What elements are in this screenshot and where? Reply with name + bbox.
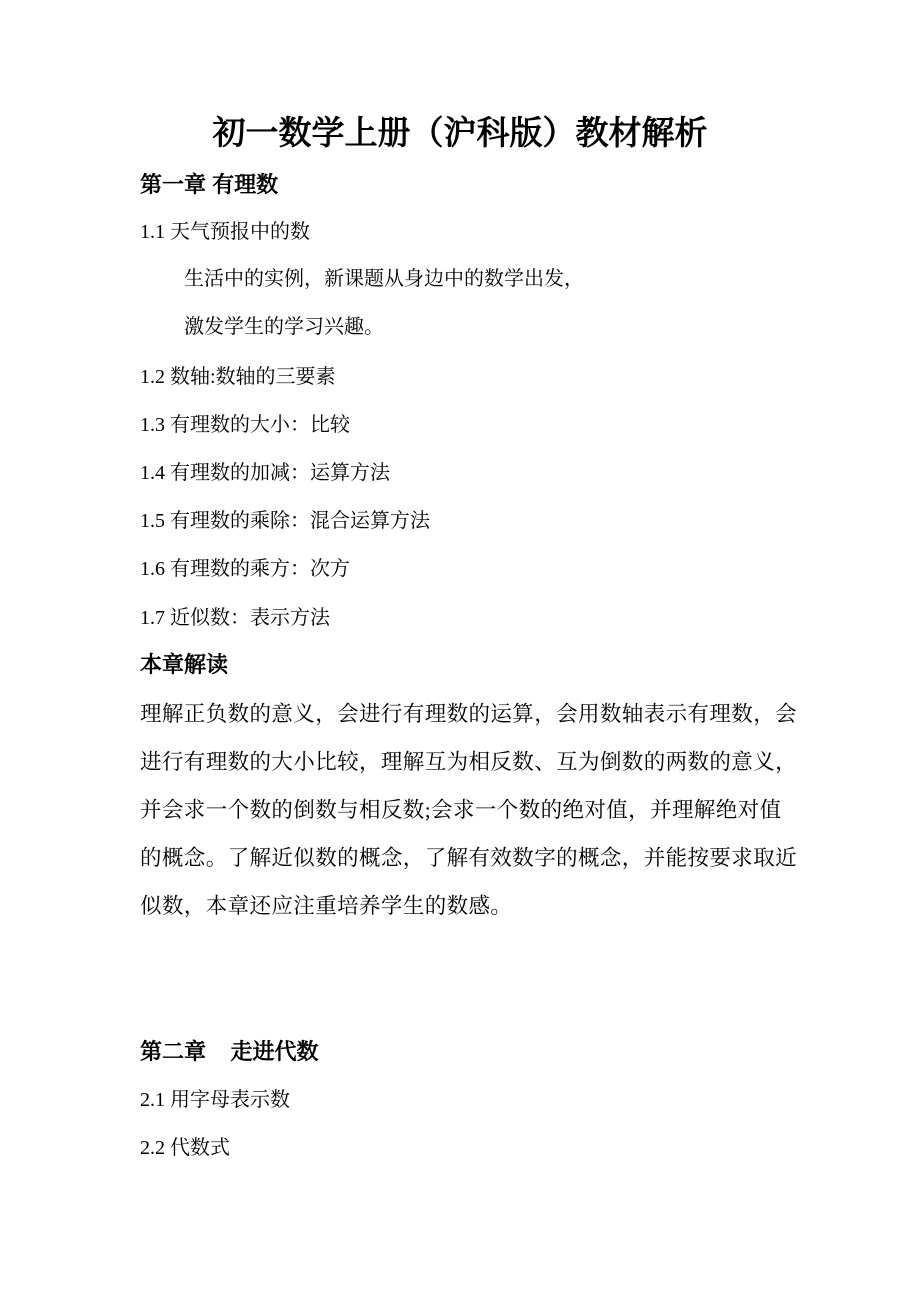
reading-paragraph-line: 理解正负数的意义，会进行有理数的运算，会用数轴表示有理数，会 xyxy=(140,702,798,726)
chapter-reading-heading: 本章解读 xyxy=(140,652,229,677)
chapter-1-heading: 第一章 有理数 xyxy=(140,172,279,197)
section-1-7: 1.7 近似数：表示方法 xyxy=(140,607,330,629)
section-1-3: 1.3 有理数的大小：比较 xyxy=(140,414,350,436)
section-1-1-note: 激发学生的学习兴趣。 xyxy=(184,316,384,338)
section-1-6: 1.6 有理数的乘方：次方 xyxy=(140,558,350,580)
section-1-4: 1.4 有理数的加减：运算方法 xyxy=(140,462,390,484)
reading-paragraph-line: 进行有理数的大小比较，理解互为相反数、互为倒数的两数的意义， xyxy=(140,750,798,774)
document-title: 初一数学上册（沪科版）教材解析 xyxy=(212,116,708,152)
section-2-1: 2.1 用字母表示数 xyxy=(140,1089,290,1111)
reading-paragraph-line: 的概念。了解近似数的概念，了解有效数字的概念，并能按要求取近 xyxy=(140,846,798,870)
section-2-2: 2.2 代数式 xyxy=(140,1137,230,1159)
section-1-1: 1.1 天气预报中的数 xyxy=(140,221,310,243)
chapter-2-heading: 第二章 走进代数 xyxy=(140,1039,319,1064)
reading-paragraph-line: 并会求一个数的倒数与相反数;会求一个数的绝对值，并理解绝对值 xyxy=(140,798,782,822)
reading-paragraph-line: 似数，本章还应注重培养学生的数感。 xyxy=(140,894,513,918)
section-1-1-note: 生活中的实例，新课题从身边中的数学出发， xyxy=(184,268,584,290)
section-1-5: 1.5 有理数的乘除：混合运算方法 xyxy=(140,510,430,532)
section-1-2: 1.2 数轴:数轴的三要素 xyxy=(140,366,336,388)
